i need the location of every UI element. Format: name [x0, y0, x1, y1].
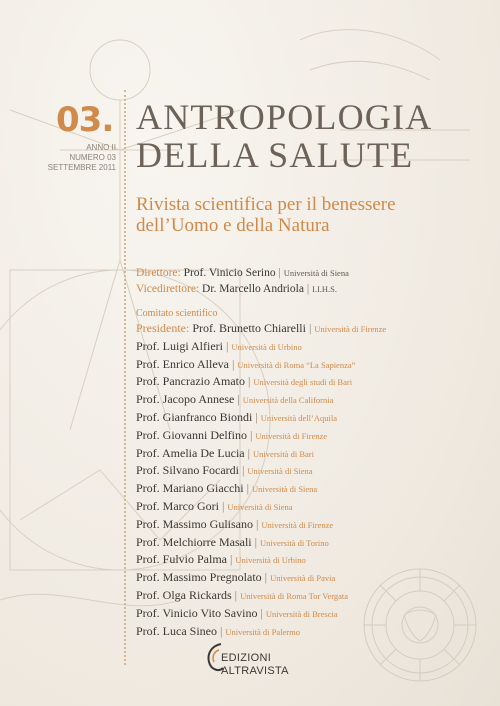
list-item — [136, 320, 386, 338]
separator: | — [221, 498, 225, 513]
president-role: Presidente: — [136, 321, 190, 335]
member-affiliation: Università di Firenze — [255, 430, 328, 441]
member-affiliation: Università di Siena — [252, 484, 318, 495]
separator: | — [219, 623, 223, 638]
list-item — [136, 373, 386, 391]
member-name: Prof. Mariano Giacchi — [136, 481, 244, 496]
separator: | — [247, 445, 251, 460]
title-line-2: DELLA SALUTE — [136, 135, 414, 175]
member-name: Prof. Massimo Gulisano — [136, 516, 253, 531]
member-affiliation: Università di Urbino — [231, 341, 302, 352]
member-name: Prof. Olga Rickards — [136, 587, 232, 602]
director-line — [136, 265, 349, 281]
list-item — [136, 445, 386, 463]
president-affiliation: Università di Firenze — [314, 324, 387, 334]
vicedirector-name: Dr. Marcello Andriola — [202, 283, 304, 295]
member-affiliation: Università degli studi di Bari — [253, 377, 353, 388]
director-role: Direttore: — [136, 267, 181, 279]
member-name: Prof. Pancrazio Amato — [136, 374, 245, 389]
list-item — [136, 605, 386, 623]
member-affiliation: Università di Roma “La Sapienza” — [237, 359, 356, 370]
member-name: Prof. Luca Sineo — [136, 623, 217, 638]
list-item — [136, 623, 386, 641]
publisher-line-1: EDIZIONI — [221, 652, 272, 664]
director-affiliation: Università di Siena — [283, 268, 349, 278]
member-affiliation: Università di Torino — [260, 537, 329, 548]
publisher-name — [221, 652, 289, 678]
member-name: Prof. Marco Gori — [136, 498, 219, 513]
list-item — [136, 498, 386, 516]
member-name: Prof. Enrico Alleva — [136, 356, 229, 371]
issue-meta — [40, 143, 116, 173]
member-affiliation: Università di Siena — [247, 466, 313, 477]
member-name: Prof. Fulvio Palma — [136, 552, 228, 567]
list-item — [136, 534, 386, 552]
vicedirector-line — [136, 281, 349, 297]
list-item — [136, 462, 386, 480]
list-item — [136, 356, 386, 374]
separator: | — [260, 605, 263, 620]
separator: | — [249, 427, 253, 442]
separator: | — [254, 534, 258, 549]
separator: | — [226, 338, 229, 353]
member-name: Prof. Massimo Pregnolato — [136, 570, 262, 585]
list-item — [136, 587, 386, 605]
journal-title — [136, 98, 432, 174]
publisher-line-2: ALTRAVISTA — [221, 665, 289, 677]
separator: | — [246, 481, 250, 496]
subtitle-line-1: Rivista scientifica per il benessere — [136, 194, 396, 215]
member-affiliation: Università di Firenze — [261, 519, 334, 530]
separator: | — [264, 570, 268, 585]
separator: | — [308, 321, 312, 335]
vicedirector-role: Vicedirettore: — [136, 283, 200, 295]
member-affiliation: Università di Urbino — [235, 555, 306, 566]
list-item — [136, 427, 386, 445]
list-item — [136, 480, 386, 498]
issue-year: ANNO II — [86, 143, 116, 152]
list-item — [136, 391, 386, 409]
separator: | — [255, 409, 258, 424]
issue-number: 03. — [56, 100, 114, 140]
committee-list — [136, 320, 386, 640]
separator: | — [306, 283, 310, 295]
list-item — [136, 338, 386, 356]
separator: | — [237, 392, 240, 407]
list-item — [136, 569, 386, 587]
member-name: Prof. Vinicio Vito Savino — [136, 605, 258, 620]
disc-seal-icon — [360, 565, 480, 685]
member-name: Prof. Jacopo Annese — [136, 392, 235, 407]
member-affiliation: Università di Pavia — [270, 573, 336, 584]
separator: | — [278, 267, 281, 279]
list-item — [136, 516, 386, 534]
member-affiliation: Università di Palermo — [225, 626, 300, 637]
member-name: Prof. Melchiorre Masali — [136, 534, 252, 549]
separator: | — [242, 463, 245, 478]
journal-subtitle — [136, 194, 466, 236]
vertical-divider — [124, 90, 126, 665]
member-name: Prof. Amelia De Lucia — [136, 445, 245, 460]
title-line-1: ANTROPOLOGIA — [136, 97, 433, 137]
member-affiliation: Università di Bari — [253, 448, 314, 459]
director-name: Prof. Vinicio Serino — [183, 267, 276, 279]
member-affiliation: Università di Roma Tor Vergata — [240, 590, 349, 601]
separator: | — [231, 356, 235, 371]
issue-numero: NUMERO 03 — [69, 153, 116, 162]
member-affiliation: Università di Siena — [227, 501, 293, 512]
separator: | — [234, 587, 238, 602]
member-affiliation: Università della California — [242, 395, 334, 406]
president-name: Prof. Brunetto Chiarelli — [192, 321, 306, 335]
vicedirector-affiliation: I.I.H.S. — [312, 284, 338, 294]
separator: | — [230, 552, 233, 567]
member-name: Prof. Giovanni Delfino — [136, 427, 247, 442]
member-affiliation: Università dell’Aquila — [260, 412, 337, 423]
directors — [136, 265, 349, 297]
list-item — [136, 551, 386, 569]
separator: | — [256, 516, 259, 531]
member-name: Prof. Gianfranco Biondi — [136, 409, 253, 424]
member-affiliation: Università di Brescia — [265, 608, 338, 619]
committee-label: Comitato scientifico — [136, 308, 218, 319]
subtitle-line-2: dell’Uomo e della Natura — [136, 215, 330, 236]
list-item — [136, 409, 386, 427]
issue-date: SETTEMBRE 2011 — [47, 163, 116, 172]
member-name: Prof. Silvano Focardi — [136, 463, 239, 478]
member-name: Prof. Luigi Alfieri — [136, 338, 223, 353]
separator: | — [247, 374, 251, 389]
